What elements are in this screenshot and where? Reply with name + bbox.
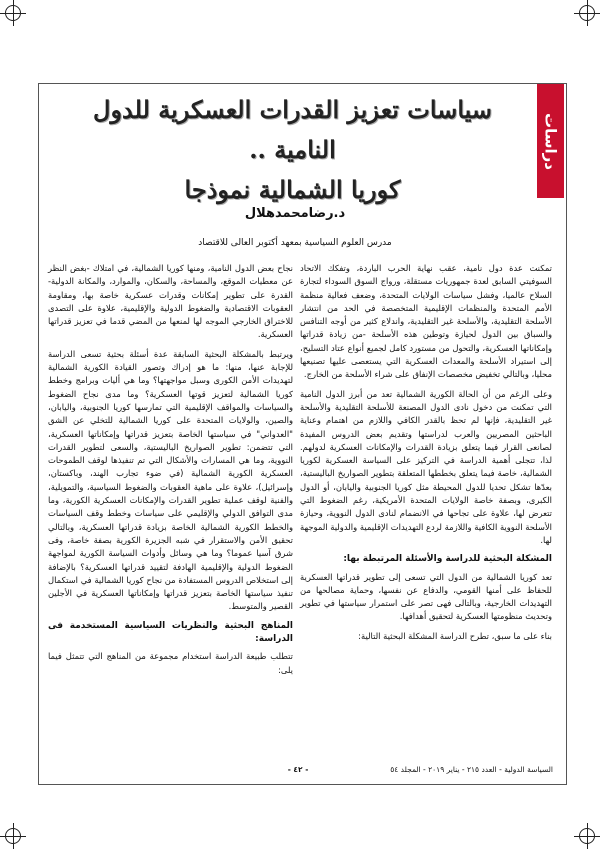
registration-mark-bottom-left bbox=[5, 828, 21, 844]
title-line-1: سياسات تعزيز القدرات العسكرية للدول النامية .. bbox=[93, 95, 492, 164]
author-affiliation: مدرس العلوم السياسية بمعهد أكتوبر العالى للاقتصاد bbox=[198, 238, 392, 248]
section-tab bbox=[537, 84, 564, 198]
paragraph: تمكنت عدة دول نامية، عقب نهاية الحرب الباردة، وتفكك الاتحاد السوفيتي السابق لعدة جمهوريات مستقلة، ورواج السوق السوداء لتجارة السلاح عالميا، وفشل سياسات الولايات المتحدة، وضعف فعالية منظمة الأمم المتحدة والمنظمات الإقليمية المتخصصة في الحد من انتشار الأسلحة التقليدية، والأسلحة غير التقليدية، واندلاع كثير من أوجه التنافس والسباق بين الدول لحيازة وتوطين هذه الأسلحة -من زيادة قدراتها وإمكاناتها العسكرية، والتحول من مستورد كامل لجميع أنواع عتاد التسليح، إلى استيراد الأسلحة والمعدات العسكرية التي يستعصى عليها تصنيعها محليا، وبالتالي تخفيض مخصصات الإنفاق على شراء الأسلحة من الخارج. bbox=[300, 263, 552, 380]
page-number: - ٤٢ - bbox=[287, 765, 309, 774]
article-title bbox=[60, 90, 525, 210]
title-line-2: كوريا الشمالية نموذجا bbox=[184, 175, 401, 204]
paragraph: ويرتبط بالمشكلة البحثية السابقة عدة أسئلة بحثية تسعى الدراسة للإجابة عنها، منها: ما هو إدراك وتصور القيادة الكورية الشمالية لتهديدات الأمن الكورى وسبل مواجهتها؟ وما هي أليات وبرامج وخطط كوريا الشمالية لتعزيز قوتها العسكرية؟ وما مدى نجاح الضغوط والسياسات والمواقف الإقليمية التي تمارسها كوريا الجنوبية، واليابان، والصين، والولايات المتحدة على كوريا الشمالية للتخلي عن الشق "العدواني" في سياستها الخاصة بتعزيز قدراتها وإمكاناتها العسكرية، التي تتضمن: تطوير الصواريخ الباليستية، والسعى لتطوير القدرات النووية، وما هي المسارات والأشكال التي تم تنفيذها لوقف الطموحات العسكرية الكورية الشمالية (في ضوء تجارب الهند، وباكستان، وإسرائيل)، علاوة على ماهية العقوبات والضغوط السياسية، والتمويلية، والفنية لوقف عملية تطوير القدرات والإمكانات العسكرية الكورية، وما مدى التوافق الدولي والإقليمي على سياسات وخطط وقف السياسات والخطط الكورية الشمالية الخاصة بزيادة قدراتها العسكرية، وبالتالي تحقيق الأمن والاستقرار في شبه الجزيرة الكورية بصفة خاصة، وفى شرق آسيا عموما؟ وما هي وسائل وأدوات السياسة الكورية لمواجهة الضغوط الدولية والإقليمية الهادفة لتقييد قدراتها العسكرية؟ بالإضافة إلى استخلاص الدروس المستفادة من نجاح كوريا الشمالية في استكمال تنفيذ سياستها الخاصة بتعزيز قدراتها وإمكاناتها العسكرية في الأجلين القصير والمتوسط. bbox=[48, 348, 293, 612]
paragraph: تتطلب طبيعة الدراسة استخدام مجموعة من المناهج التي تتمثل فيما يلى: bbox=[48, 651, 293, 675]
registration-mark-bottom-right bbox=[579, 828, 595, 844]
author-name: د.رضامحمدهلال bbox=[244, 206, 346, 221]
section-heading: المشكلة البحثية للدراسة والأسئلة المرتبطة بها: bbox=[343, 554, 552, 565]
paragraph: بناء على ما سبق، تطرح الدراسة المشكلة البحثية التالية: bbox=[358, 630, 552, 641]
paragraph: وعلى الرغم من أن الحالة الكورية الشمالية تعد من أبرز الدول النامية التي تمكنت من دخول نادى الدول المصنعة للأسلحة التقليدية والأسلحة غير التقليدية، فإنها لم تحظ بالقدر الكافي واللازم من اهتمام وعناية الباحثين المصريين والعرب لدراستها وتقديم بعض الدروس المفيدة لصانعى القرار فيما يتعلق بزيادة القدرات والإمكانات العسكرية لدولهم. لذا، تتجلى أهمية الدراسة في التركيز على السياسة العسكرية لكوريا الشمالية، خاصة فيما يتعلق بخططها المتعلقة بتطوير الصواريخ الباليستية، بعدّها تشكل تحديا للدول المحيطة مثل كوريا الجنوبية واليابان، أو الدول الكبرى، وبصفة خاصة الولايات المتحدة الأمريكية، رغم الضغوط التي تتعرض لها، علاوة على تجاحها في الانضمام لنادى الدول النووية، وحيازة الأسلحة النووية الكافية واللازمة لردع التهديدات الإقليمية والدولية الموجهة لها. bbox=[300, 388, 552, 545]
right-column bbox=[300, 262, 552, 649]
section-tab-label: دراسات bbox=[541, 112, 560, 170]
registration-mark-top-right bbox=[579, 5, 595, 21]
paragraph: نجاح بعض الدول النامية، ومنها كوريا الشمالية، في امتلاك -بغض النظر عن معطيات الموقع، والمساحة، والسكان، والموارد، والمكانة الدولية- القدرة على تطوير إمكانات وقدرات عسكرية خاصة بها، ومقاومة العقوبات الاقتصادية والضغوط الدولية والإقليمية، علاوة على التصدى للاختراق الخارجي الموجه لها لمنعها من المضي قدما في تعزيز قدراتها العسكرية. bbox=[48, 263, 293, 340]
registration-mark-top-left bbox=[5, 5, 21, 21]
left-column bbox=[48, 262, 293, 683]
page-footer bbox=[48, 765, 553, 775]
paragraph: تعد كوريا الشمالية من الدول التي تسعى إلى تطوير قدراتها العسكرية للحفاظ على أمنها القومي، والدفاع عن نفسها، وحماية مصالحها من التهديدات الخارجية، وبالتالى فهى تصر على استمرار سياستها في تطوير وتحديث منظومتها العسكرية لتحقيق أهدافها. bbox=[300, 571, 552, 622]
section-heading: المناهج البحثية والنظريات السياسية المستخدمة فى الدراسة: bbox=[48, 620, 293, 645]
journal-reference: السياسة الدولية - العدد ٢١٥ - يناير ٢٠١٩ - المجلد ٥٤ bbox=[390, 765, 553, 774]
